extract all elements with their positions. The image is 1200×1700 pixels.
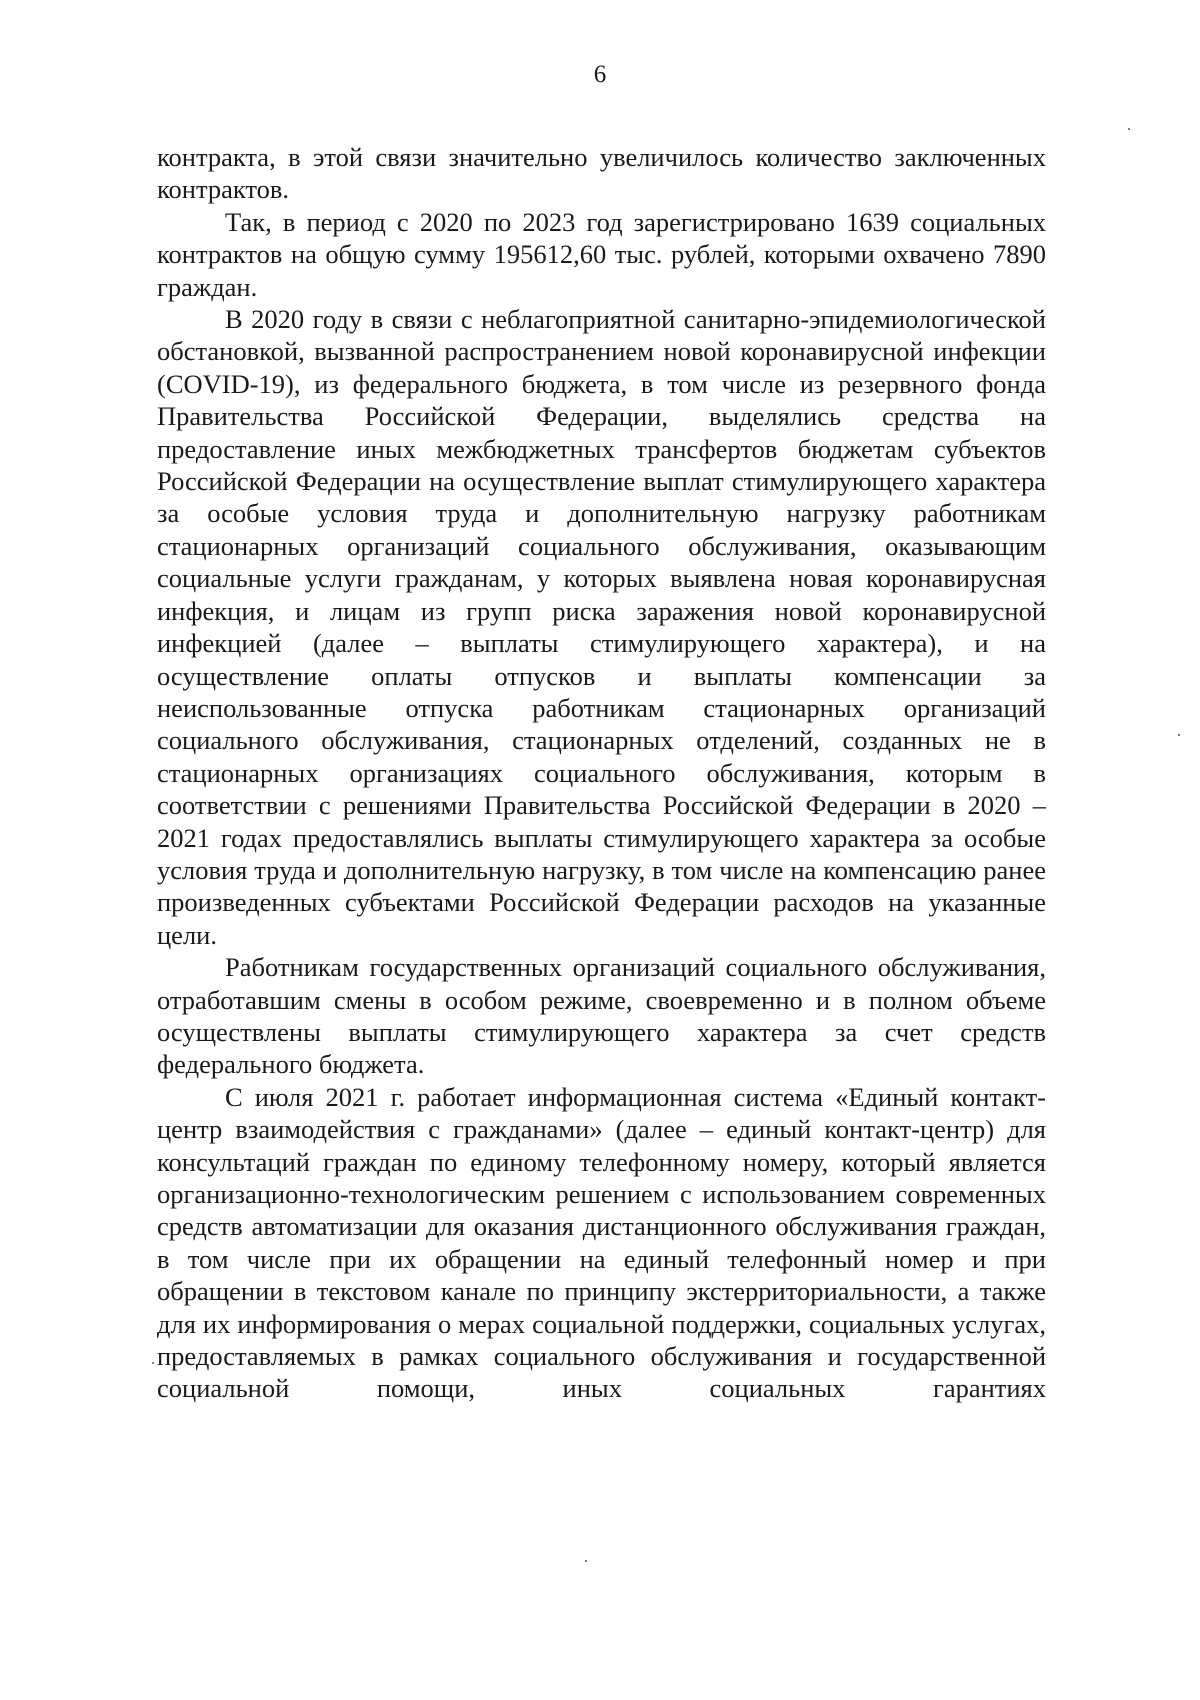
scan-speck: [1178, 734, 1180, 736]
page-number: 6: [593, 61, 607, 88]
scan-speck: [585, 1560, 587, 1562]
paragraph-workers-payments: Работникам государственных организаций социального обслуживания, отработавшим смены в особом режиме, своевременно и в полном объеме осуществлены выплаты стимулирующего характера за счет средств федерального бюджета.: [157, 952, 1046, 1080]
paragraph-contracts-statistics: Так, в период с 2020 по 2023 год зарегистрировано 1639 социальных контрактов на общую сумму 195612,60 тыс. рублей, которыми охвачено 7890 граждан.: [157, 206, 1046, 302]
paragraph-covid-payments: В 2020 году в связи с неблагоприятной санитарно-эпидемиологической обстановкой, вызванной распространением новой коронавирусной инфекции (COVID-19), из федерального бюджета, в том числе из резервного фонда Правительства Российской Федерации, выделялись средства на предоставление иных межбюджетных трансфертов бюджетам субъектов Российской Федерации на осуществление выплат стимулирующего характера за особые условия труда и дополнительную нагрузку работникам стационарных организаций социального обслуживания, оказывающим социальные услуги гражданам, у которых выявлена новая коронавирусная инфекция, и лицам из групп риска заражения новой коронавирусной инфекцией (далее – выплаты стимулирующего характера), и на осуществление оплаты отпусков и выплаты компенсации за неиспользованные отпуска работникам стационарных организаций социального обслуживания, стационарных отделений, созданных не в стационарных организациях социального обслуживания, которым в соответствии с решениями Правительства Российской Федерации в 2020 – 2021 годах предоставлялись выплаты стимулирующего характера за особые условия труда и дополнительную нагрузку, в том числе на компенсацию ранее произведенных субъектами Российской Федерации расходов на указанные цели.: [157, 304, 1046, 950]
document-body: [157, 141, 1046, 1405]
paragraph-contracts-increase: контракта, в этой связи значительно увеличилось количество заключенных контрактов.: [157, 142, 1046, 205]
scan-speck: [1128, 128, 1130, 130]
paragraph-contact-center: С июля 2021 г. работает информационная система «Единый контакт-центр взаимодействия с гражданами» (далее – единый контакт-центр) для консультаций граждан по единому телефонному номеру, который является организационно-технологическим решением с использованием современных средств автоматизации для оказания дистанционного обслуживания граждан, в том числе при их обращении на единый телефонный номер и при обращении в текстовом канале по принципу экстерриториальности, а также для их информирования о мерах социальной поддержки, социальных услугах, предоставляемых в рамках социального обслуживания и государственной социальной помощи, иных социальных гарантиях: [157, 1081, 1046, 1404]
scan-speck: [152, 1362, 154, 1364]
